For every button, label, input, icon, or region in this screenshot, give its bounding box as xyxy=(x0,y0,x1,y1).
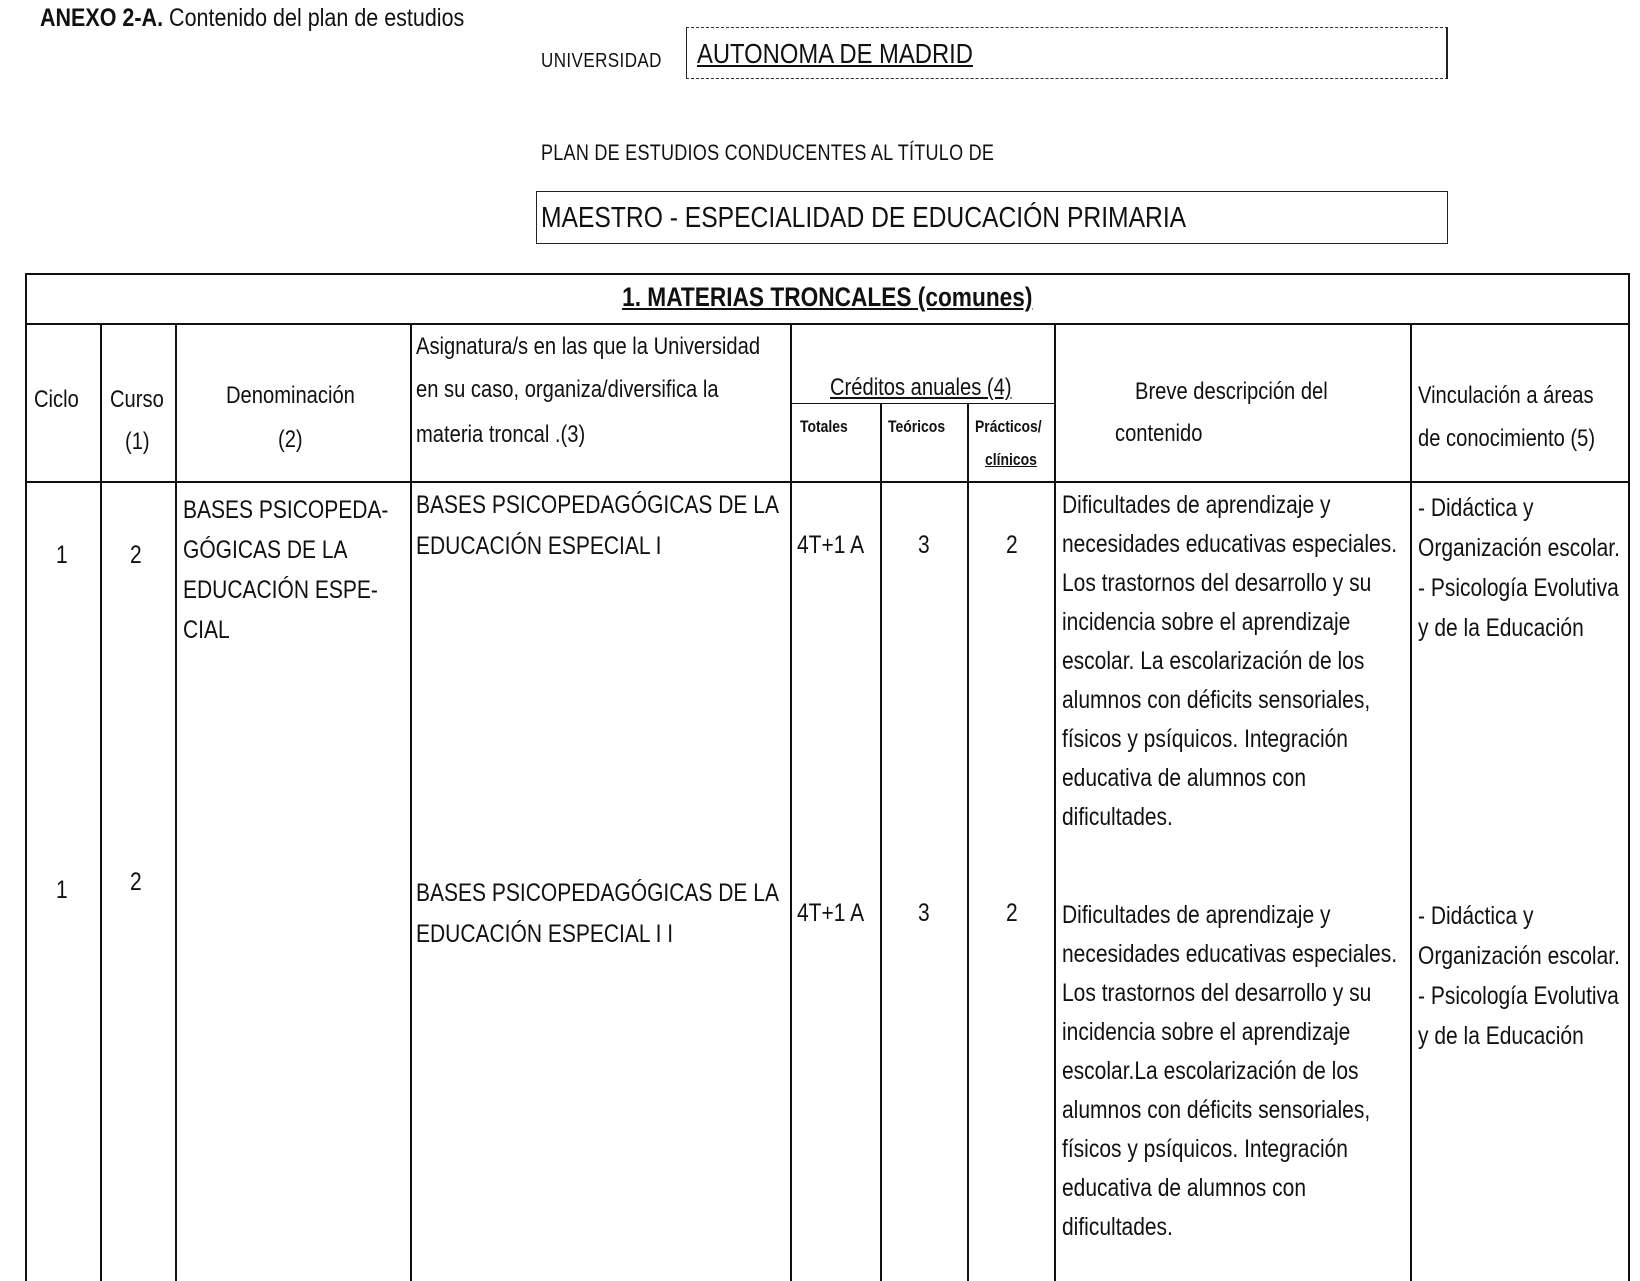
row1-descripcion-line: dificultades. xyxy=(1062,803,1173,831)
row2-descripcion-line: alumnos con déficits sensoriales, xyxy=(1062,1096,1371,1124)
row2-curso: 2 xyxy=(130,868,142,896)
row1-vinculacion-line: Organización escolar. xyxy=(1418,534,1620,562)
column-divider-ciclo xyxy=(100,323,102,1281)
header-asignatura-line: en su caso, organiza/diversifica la xyxy=(416,376,719,403)
header-creditos: Créditos anuales (4) xyxy=(830,374,1012,401)
denominacion-line: CIAL xyxy=(183,616,230,644)
row1-ciclo: 1 xyxy=(56,541,68,569)
header-practicos-line2: clínicos xyxy=(985,450,1037,469)
row1-asignatura-line: EDUCACIÓN ESPECIAL I xyxy=(416,532,662,560)
row1-descripcion-line: necesidades educativas especiales. xyxy=(1062,530,1398,558)
row1-descripcion-line: incidencia sobre el aprendizaje xyxy=(1062,608,1351,636)
university-label: UNIVERSIDAD xyxy=(541,50,662,72)
annex-description: Contenido del plan de estudios xyxy=(169,4,465,32)
column-divider-denominacion xyxy=(410,323,412,1281)
header-asignatura-line: Asignatura/s en las que la Universidad xyxy=(416,333,761,360)
row2-ciclo: 1 xyxy=(56,876,68,904)
header-curso: Curso xyxy=(110,386,164,413)
header-ciclo: Ciclo xyxy=(34,386,79,413)
header-descripcion-line2: contenido xyxy=(1115,420,1203,447)
row2-practicos: 2 xyxy=(1006,899,1018,927)
column-divider-descripcion xyxy=(1410,323,1412,1281)
annex-label: ANEXO 2-A. xyxy=(40,4,164,32)
row2-descripcion-line: Dificultades de aprendizaje y xyxy=(1062,901,1331,929)
column-header-divider xyxy=(25,481,1630,483)
row2-descripcion-line: físicos y psíquicos. Integración xyxy=(1062,1135,1348,1163)
row2-teoricos: 3 xyxy=(918,899,930,927)
row2-vinculacion-line: y de la Educación xyxy=(1418,1022,1584,1050)
table-left-border xyxy=(25,273,27,1281)
row2-descripcion-line: incidencia sobre el aprendizaje xyxy=(1062,1018,1351,1046)
section-title-divider xyxy=(25,323,1630,325)
row2-descripcion-line: Los trastornos del desarrollo y su xyxy=(1062,979,1372,1007)
row1-vinculacion-line: y de la Educación xyxy=(1418,614,1584,642)
header-totales: Totales xyxy=(800,417,848,436)
row2-asignatura-line: BASES PSICOPEDAGÓGICAS DE LA xyxy=(416,879,779,907)
row2-vinculacion-line: - Didáctica y xyxy=(1418,902,1534,930)
row1-curso: 2 xyxy=(130,541,142,569)
plan-label: PLAN DE ESTUDIOS CONDUCENTES AL TÍTULO DE xyxy=(541,140,995,165)
degree-title-box xyxy=(536,191,1448,244)
row1-vinculacion-line: - Psicología Evolutiva xyxy=(1418,574,1619,602)
header-teoricos: Teóricos xyxy=(888,417,946,436)
row2-totales: 4T+1 A xyxy=(797,899,865,927)
row1-vinculacion-line: - Didáctica y xyxy=(1418,494,1534,522)
column-divider-totales xyxy=(880,403,882,1281)
row1-descripcion-line: Los trastornos del desarrollo y su xyxy=(1062,569,1372,597)
header-denominacion-note: (2) xyxy=(278,426,303,453)
header-descripcion-line1: Breve descripción del xyxy=(1135,378,1328,405)
row1-descripcion-line: físicos y psíquicos. Integración xyxy=(1062,725,1348,753)
table-right-border xyxy=(1628,273,1630,1281)
row2-vinculacion-line: Organización escolar. xyxy=(1418,942,1620,970)
row1-descripcion-line: educativa de alumnos con xyxy=(1062,764,1306,792)
row1-practicos: 2 xyxy=(1006,531,1018,559)
column-divider-curso xyxy=(175,323,177,1281)
row2-descripcion-line: escolar.La escolarización de los xyxy=(1062,1057,1359,1085)
header-curso-note: (1) xyxy=(125,428,150,455)
row1-teoricos: 3 xyxy=(918,531,930,559)
header-practicos-line1: Prácticos/ xyxy=(975,417,1042,436)
row2-descripcion-line: dificultades. xyxy=(1062,1213,1173,1241)
column-divider-asignatura xyxy=(790,323,792,1281)
row1-descripcion-line: escolar. La escolarización de los xyxy=(1062,647,1365,675)
degree-title-value: MAESTRO - ESPECIALIDAD DE EDUCACIÓN PRIMARIA xyxy=(541,202,1187,234)
header-vinculacion-line2: de conocimiento (5) xyxy=(1418,425,1596,452)
denominacion-line: EDUCACIÓN ESPE- xyxy=(183,576,378,604)
row1-descripcion-line: Dificultades de aprendizaje y xyxy=(1062,491,1331,519)
denominacion-line: BASES PSICOPEDA- xyxy=(183,496,389,524)
row1-totales: 4T+1 A xyxy=(797,531,865,559)
row2-vinculacion-line: - Psicología Evolutiva xyxy=(1418,982,1619,1010)
header-denominacion: Denominación xyxy=(226,382,355,409)
row1-descripcion-line: alumnos con déficits sensoriales, xyxy=(1062,686,1371,714)
table-top-border xyxy=(25,273,1630,275)
header-vinculacion-line1: Vinculación a áreas xyxy=(1418,382,1594,409)
row2-descripcion-line: educativa de alumnos con xyxy=(1062,1174,1306,1202)
annex-title xyxy=(40,4,464,33)
column-divider-teoricos xyxy=(967,403,969,1281)
university-value: AUTONOMA DE MADRID xyxy=(697,38,973,69)
header-asignatura-line: materia troncal .(3) xyxy=(416,421,586,448)
row2-asignatura-line: EDUCACIÓN ESPECIAL I I xyxy=(416,920,674,948)
column-divider-creditos xyxy=(1054,323,1056,1281)
row1-asignatura-line: BASES PSICOPEDAGÓGICAS DE LA xyxy=(416,491,779,519)
denominacion-line: GÓGICAS DE LA xyxy=(183,536,348,564)
university-box xyxy=(686,27,1448,79)
row2-descripcion-line: necesidades educativas especiales. xyxy=(1062,940,1398,968)
section-title: 1. MATERIAS TRONCALES (comunes) xyxy=(622,282,1033,312)
